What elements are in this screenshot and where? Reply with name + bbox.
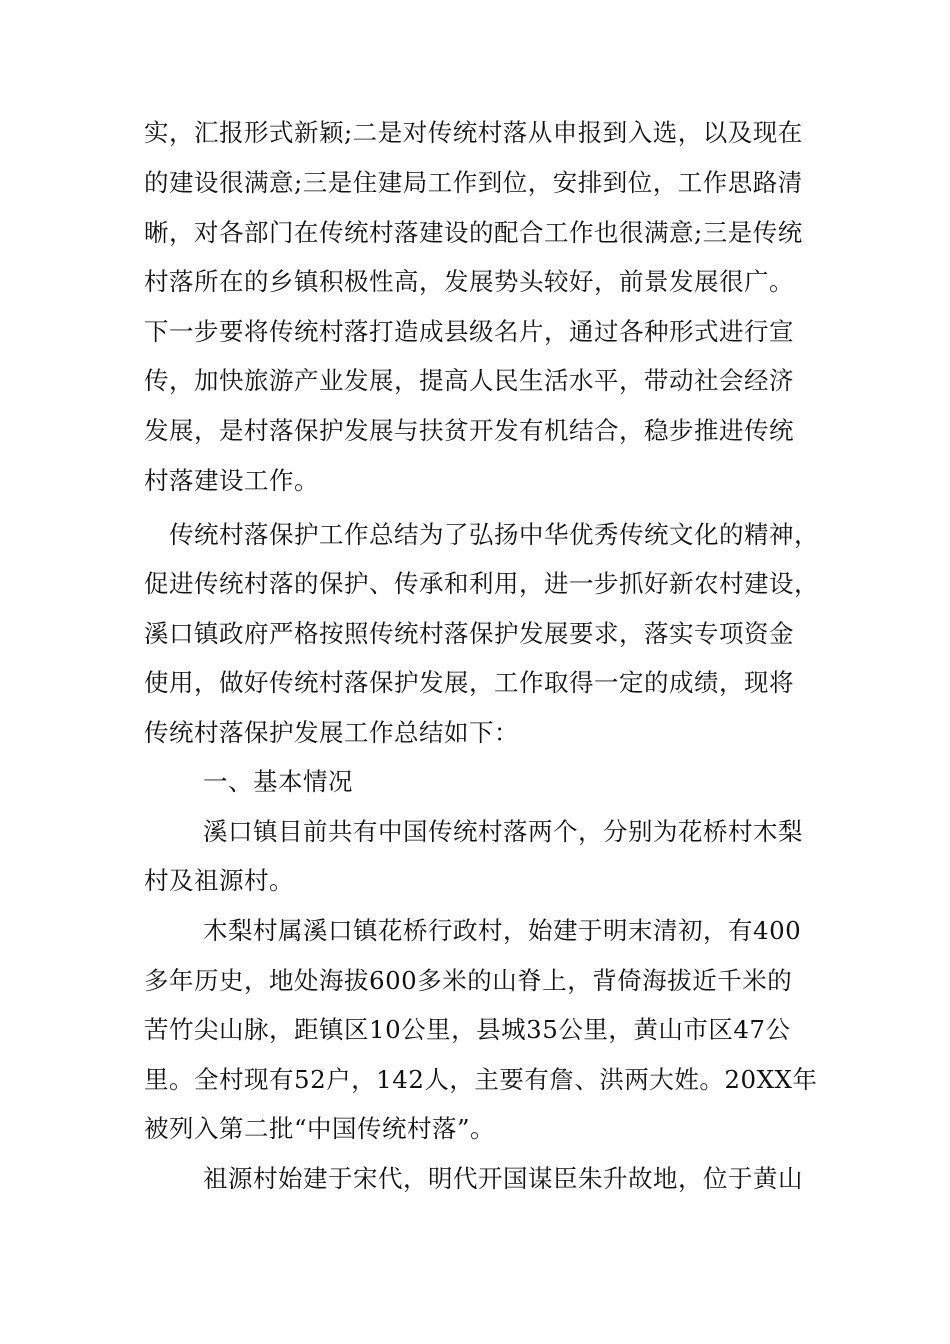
body-text-line: 溪口镇政府严格按照传统村落保护发展要求，落实专项资金	[144, 619, 794, 648]
body-text-line: 传，加快旅游产业发展，提高人民生活水平，带动社会经济	[144, 366, 794, 395]
body-text-line: 溪口镇目前共有中国传统村落两个，分别为花桥村木梨	[203, 817, 803, 846]
body-text-line: 木梨村属溪口镇花桥行政村，始建于明末清初，有400	[203, 916, 802, 945]
body-text-line: 村落所在的乡镇积极性高，发展势头较好，前景发展很广。	[144, 267, 794, 296]
body-text-line: 晰，对各部门在传统村落建设的配合工作也很满意;三是传统	[144, 218, 803, 247]
body-text-line: 的建设很满意;三是住建局工作到位，安排到位，工作思路清	[144, 168, 803, 197]
body-text-line: 村及祖源村。	[144, 866, 294, 895]
body-text-line: 被列入第二批“中国传统村落”。	[144, 1114, 496, 1143]
body-text-line: 下一步要将传统村落打造成县级名片，通过各种形式进行宣	[144, 317, 794, 346]
body-text-line: 传统村落保护发展工作总结如下：	[144, 718, 519, 747]
body-text-line: 传统村落保护工作总结为了弘扬中华优秀传统文化的精神，	[169, 520, 819, 549]
section-heading: 一、基本情况	[203, 767, 353, 796]
body-text-line: 多年历史，地处海拔600多米的山脊上，背倚海拔近千米的	[144, 966, 793, 995]
body-text-line: 祖源村始建于宋代，明代开国谋臣朱升故地，位于黄山	[203, 1164, 803, 1193]
body-text-line: 里。全村现有52户，142人，主要有詹、洪两大姓。20XX年	[144, 1065, 818, 1094]
body-text-line: 使用，做好传统村落保护发展，工作取得一定的成绩，现将	[144, 668, 794, 697]
body-text-line: 苦竹尖山脉，距镇区10公里，县城35公里，黄山市区47公	[144, 1015, 791, 1044]
body-text-line: 发展，是村落保护发展与扶贫开发有机结合，稳步推进传统	[144, 416, 794, 445]
body-text-line: 促进传统村落的保护、传承和利用，进一步抓好新农村建设，	[144, 569, 819, 598]
body-text-line: 村落建设工作。	[144, 466, 319, 495]
body-text-line: 实，汇报形式新颖;二是对传统村落从申报到入选，以及现在	[144, 118, 803, 147]
